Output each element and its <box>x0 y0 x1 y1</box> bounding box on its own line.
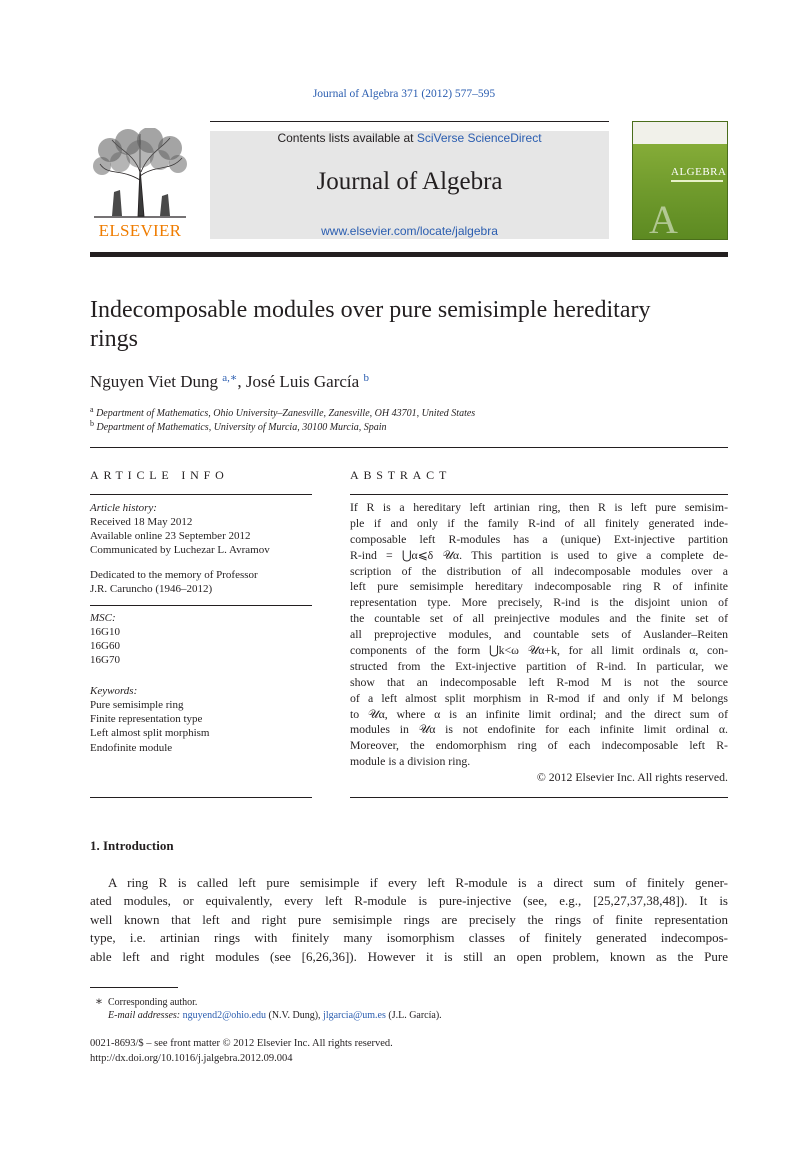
abstract-line: If R is a hereditary left artinian ring, then R is left pure semisim- <box>350 500 728 514</box>
footnote-mark: ∗ <box>94 994 104 1008</box>
email-owner: (J.L. García). <box>385 1010 442 1021</box>
abstract-line: structed from the Ext-injective partition of R-ind. In particular, we <box>350 658 728 673</box>
affiliation-text: Department of Mathematics, University of Murcia, 30100 Murcia, Spain <box>96 422 387 433</box>
author-affiliation-mark[interactable]: b <box>363 372 369 384</box>
contents-prefix: Contents lists available at <box>277 131 417 145</box>
msc-code: 16G10 <box>90 626 120 638</box>
journal-title: Journal of Algebra <box>316 168 503 195</box>
abstract-line: scription of the distribution of all indecomposable modules over a <box>350 563 728 578</box>
divider <box>90 797 312 798</box>
paper-title-line2: rings <box>90 326 138 352</box>
email-link[interactable]: jlgarcia@um.es <box>323 1010 386 1021</box>
author-affiliation-mark[interactable]: a,∗ <box>222 372 238 384</box>
email-label: E-mail addresses: <box>108 1010 181 1021</box>
abstract-line: left pure semisimple hereditary indecomposable ring R of infinite <box>350 579 728 594</box>
dedication-line: Dedicated to the memory of Professor <box>90 569 258 581</box>
journal-cover-thumbnail[interactable] <box>632 121 728 240</box>
journal-reference[interactable]: Journal of Algebra 371 (2012) 577–595 <box>312 88 496 100</box>
corresponding-author-note <box>90 994 197 1009</box>
article-history-label: Article history: <box>90 502 157 514</box>
footnote-text: Corresponding author. <box>108 997 198 1008</box>
article-info-heading: ARTICLE INFO <box>90 468 229 482</box>
divider <box>90 447 728 448</box>
affiliation-mark: a <box>90 405 94 414</box>
abstract-line: all preprojective modules, and countable sets of Auslander–Reiten <box>350 627 728 642</box>
abstract-line: representation type. More precisely, R-ind is the disjoint union of <box>350 595 728 610</box>
cover-title: ALGEBRA <box>671 166 727 178</box>
history-item: Communicated by Luchezar L. Avramov <box>90 544 270 556</box>
msc-label: MSC: <box>90 612 116 624</box>
elsevier-wordmark: ELSEVIER <box>98 221 182 240</box>
msc-code: 16G70 <box>90 654 120 666</box>
abstract-line: ple if and only if the family R-ind of all finitely generated inde- <box>350 515 728 530</box>
intro-line: A ring R is called left pure semisimple if every left R-module is a direct sum of finitely gener- <box>108 875 728 890</box>
paper-title-line1: Indecomposable modules over pure semisimple hereditary <box>90 297 651 323</box>
keyword: Pure semisimple ring <box>90 699 184 711</box>
affiliation-mark: b <box>90 419 94 428</box>
affiliation <box>90 419 387 433</box>
abstract-line: composable left R-modules has a (unique) Ext-injective partition <box>350 531 728 546</box>
divider <box>350 494 728 495</box>
abstract-body <box>350 500 728 786</box>
footnote-rule <box>90 987 178 988</box>
contents-available-line <box>210 131 609 145</box>
author-name: José Luis García <box>245 372 360 391</box>
divider <box>90 494 312 495</box>
author-list <box>90 371 369 392</box>
journal-url-link[interactable]: www.elsevier.com/locate/jalgebra <box>321 224 498 238</box>
abstract-heading: ABSTRACT <box>350 468 452 482</box>
intro-line: able left and right modules (see [6,26,36]). However it is still an open problem, known as the Pure <box>90 948 728 964</box>
sciencedirect-link[interactable]: SciVerse ScienceDirect <box>416 131 542 145</box>
keyword: Finite representation type <box>90 713 203 725</box>
keyword: Endofinite module <box>90 742 173 754</box>
abstract-line: of a left almost split morphism in R-mod if and only if M belongs <box>350 690 728 705</box>
doi-link[interactable]: http://dx.doi.org/10.1016/j.jalgebra.2012.09.004 <box>90 1053 293 1064</box>
issn-line: 0021-8693/$ – see front matter © 2012 Elsevier Inc. All rights reserved. <box>90 1038 393 1049</box>
keywords-label: Keywords: <box>90 685 138 697</box>
email-note <box>108 1010 442 1021</box>
dedication-line: J.R. Caruncho (1946–2012) <box>90 583 213 595</box>
divider <box>350 797 728 798</box>
intro-line: well known that left and right pure semisimple rings are precisely the rings of finite representation <box>90 911 728 927</box>
cover-letter: A <box>649 197 678 242</box>
abstract-line: R-ind = ⋃α⩽δ 𝒰α. This partition is used to give a complete de- <box>350 547 728 562</box>
abstract-copyright: © 2012 Elsevier Inc. All rights reserved. <box>536 770 728 785</box>
author-separator: , <box>237 372 246 391</box>
abstract-line: to 𝒰α, where α is an infinite limit ordinal; and the direct sum of <box>350 706 728 721</box>
abstract-line: module is a division ring. <box>350 754 471 769</box>
abstract-line: components of the form ⋃k<ω 𝒰α+k, for all limit ordinals α, con- <box>350 643 728 658</box>
introduction-body <box>90 874 728 966</box>
history-item: Available online 23 September 2012 <box>90 530 251 542</box>
divider <box>90 605 312 606</box>
author-name: Nguyen Viet Dung <box>90 372 219 391</box>
header-top-rule <box>210 121 609 122</box>
header-bottom-rule <box>90 252 728 257</box>
history-item: Received 18 May 2012 <box>90 516 193 528</box>
intro-line: type, i.e. artinian rings with finitely many isomorphism classes of finitely generated indecompos- <box>90 930 728 946</box>
abstract-line: show that an indecomposable left R-mod M is not the source <box>350 674 728 689</box>
intro-line: ated modules, or equivalently, every left R-module is pure-injective (see, e.g., [25,27,37,38,48]). It is <box>90 893 728 909</box>
affiliation-text: Department of Mathematics, Ohio University–Zanesville, Zanesville, OH 43701, United States <box>96 408 476 419</box>
cover-subtitle-bar <box>671 180 723 182</box>
keyword: Left almost split morphism <box>90 727 210 739</box>
section-heading: 1. Introduction <box>90 838 174 853</box>
abstract-line: the countable set of all preinjective modules and the finite set of <box>350 611 728 626</box>
abstract-line: Moreover, the endomorphism ring of each indecomposable left R- <box>350 738 728 753</box>
cover-banner <box>633 122 727 144</box>
affiliation <box>90 405 475 419</box>
msc-code: 16G60 <box>90 640 120 652</box>
paper-title <box>90 296 730 354</box>
email-link[interactable]: nguyend2@ohio.edu <box>182 1010 266 1021</box>
abstract-line: modules in 𝒰α is not endofinite for each infinite limit ordinal α. <box>350 722 728 737</box>
email-owner: (N.V. Dung), <box>266 1010 324 1021</box>
